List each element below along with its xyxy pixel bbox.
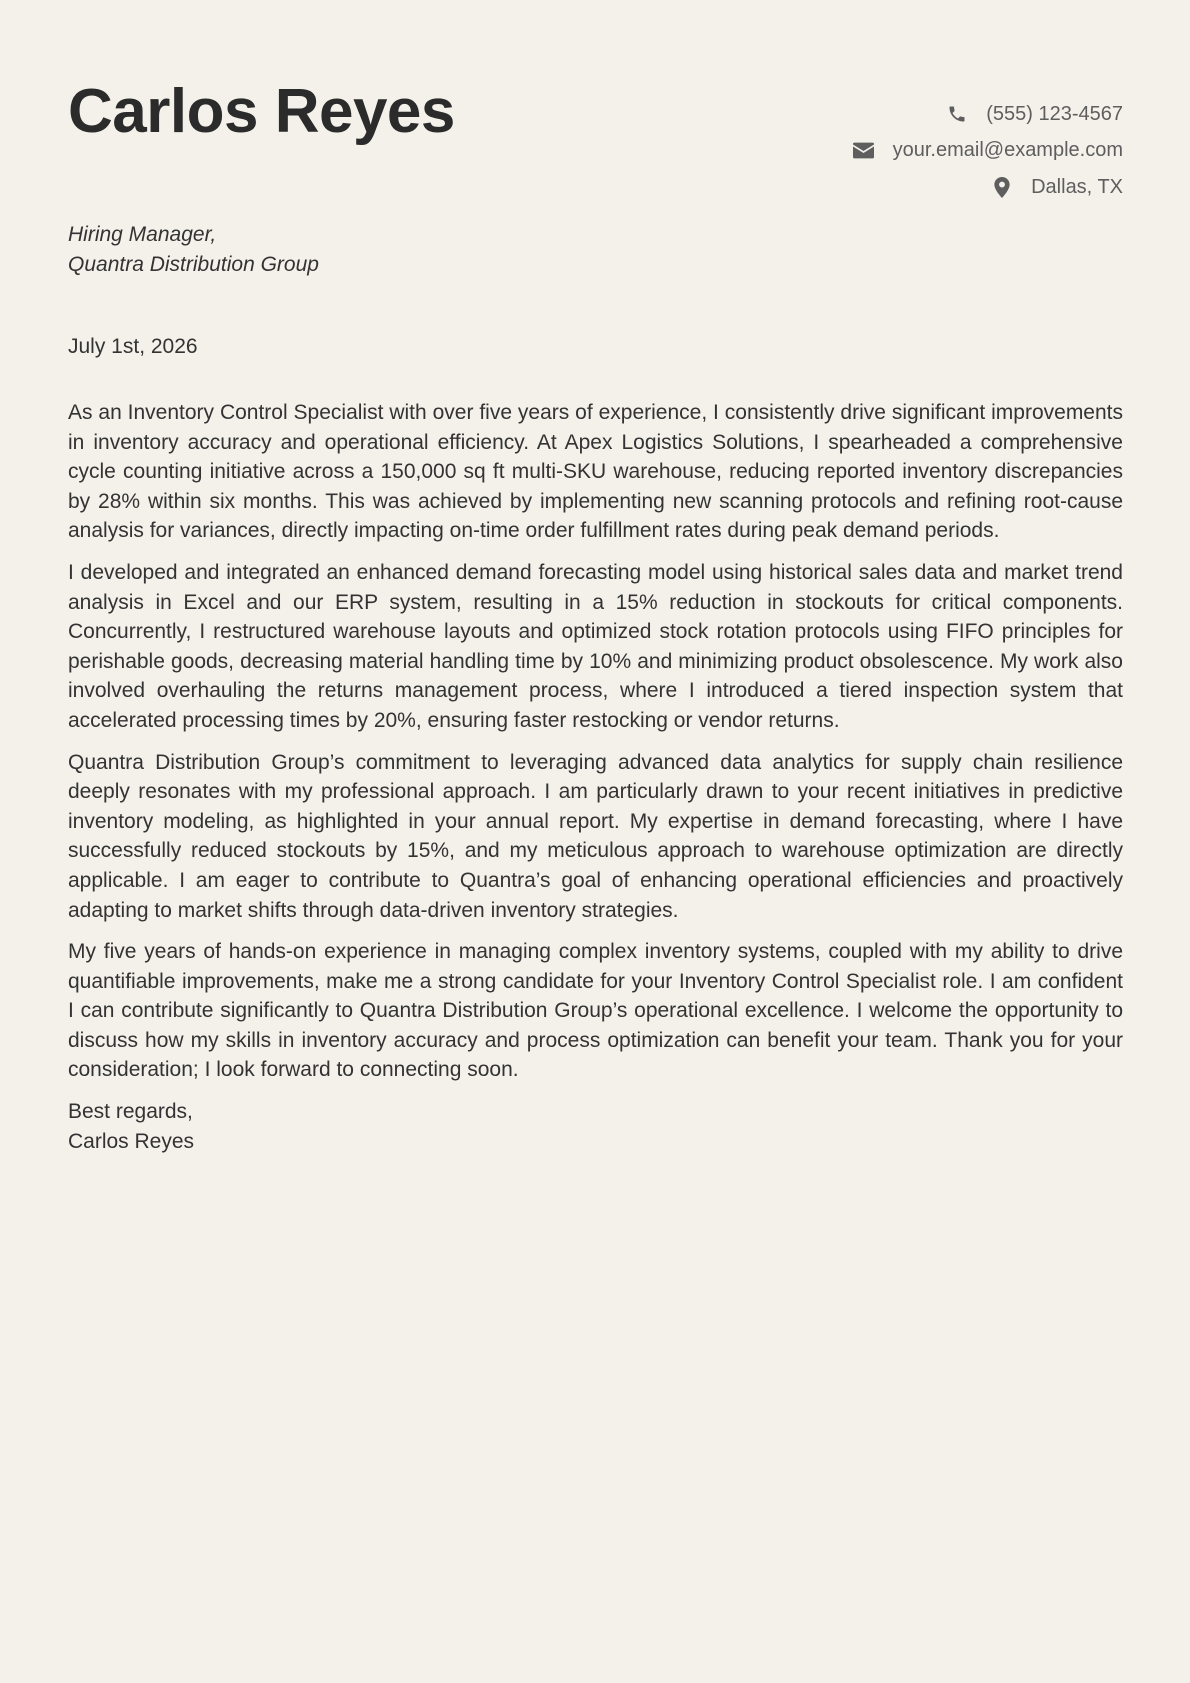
envelope-icon: [853, 140, 875, 162]
email-text: your.email@example.com: [892, 139, 1123, 162]
contact-location: [853, 169, 1123, 206]
recipient-company: Quantra Distribution Group: [68, 253, 319, 276]
body-paragraph: Quantra Distribution Group’s commitment to leveraging advanced data analytics for supply chain resilience deeply resonates with my professional approach. I am particularly drawn to your recent initiatives in predictive inventory modeling, as highlighted in your annual report. My expertise in demand forecasting, where I have successfully reduced stockouts by 15%, and my meticulous approach to warehouse optimization are directly applicable. I am eager to contribute to Quantra’s goal of enhancing operational efficiencies and proactively adapting to market shifts through data-driven inventory strategies.: [68, 750, 1123, 922]
body-paragraph: My five years of hands-on experience in managing complex inventory systems, coupled with my ability to drive quantifiable improvements, make me a strong candidate for your Inventory Control Specialist role. I am confident I can contribute significantly to Quantra Distribution Group’s operational excellence. I welcome the opportunity to discuss how my skills in inventory accuracy and process optimization can benefit your team. Thank you for your consideration; I look forward to connecting soon.: [68, 940, 1123, 1082]
contact-block: [853, 96, 1123, 206]
location-text: Dallas, TX: [1031, 175, 1123, 198]
contact-phone: [853, 96, 1123, 133]
closing-signature: Carlos Reyes: [68, 1129, 195, 1153]
letter-date: July 1st, 2026: [68, 335, 198, 358]
body-paragraph: I developed and integrated an enhanced demand forecasting model using historical sales data and market trend analysis in Excel and our ERP system, resulting in a 15% reduction in stockouts for critical components. Concurrently, I restructured warehouse layouts and optimized stock rotation protocols using FIFO principles for perishable goods, decreasing material handling time by 10% and minimizing product obsolescence. My work also involved overhauling the returns management process, where I introduced a tiered inspection system that accelerated processing times by 20%, ensuring faster restocking or vendor returns.: [68, 560, 1123, 732]
phone-text: (555) 123-4567: [986, 102, 1123, 125]
closing-block: [68, 1097, 1123, 1156]
letter-body: [68, 398, 1123, 1156]
recipient-title: Hiring Manager,: [68, 223, 217, 246]
closing-salutation: Best regards,: [68, 1100, 193, 1124]
applicant-name: Carlos Reyes: [68, 77, 455, 146]
contact-email: [853, 133, 1123, 170]
body-paragraph: As an Inventory Control Specialist with over five years of experience, I consistently drive significant improvements in inventory accuracy and operational efficiency. At Apex Logistics Solutions, I spearheaded a comprehensive cycle counting initiative across a 150,000 sq ft multi-SKU warehouse, reducing reported inventory discrepancies by 28% within six months. This was achieved by implementing new scanning protocols and refining root-cause analysis for variances, directly impacting on-time order fulfillment rates during peak demand periods.: [68, 401, 1123, 543]
recipient-block: [68, 220, 319, 280]
phone-icon: [946, 103, 968, 125]
map-pin-icon: [991, 176, 1013, 198]
